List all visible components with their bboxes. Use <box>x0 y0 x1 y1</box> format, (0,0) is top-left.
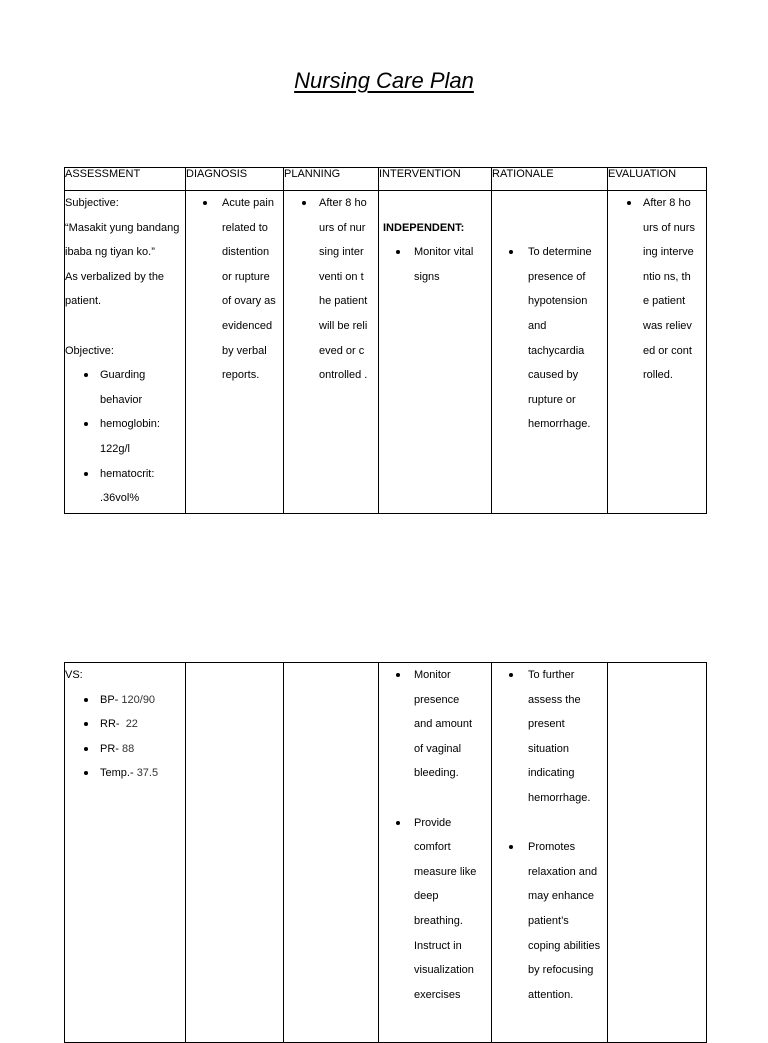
intervention-text: Monitor presence and amount of vaginal bleeding. <box>379 663 480 786</box>
header-assessment: ASSESSMENT <box>65 168 186 191</box>
subjective-line: patient. <box>65 295 102 308</box>
independent-heading: INDEPENDENT: <box>383 221 465 234</box>
rationale-text: Promotes relaxation and may enhance patient’s coping abilities by refocusing attention. <box>492 835 602 1007</box>
subjective-line: “Masakit yung bandang <box>65 221 180 234</box>
vs-label: VS: <box>65 669 83 681</box>
objective-item: hemoglobin: 122g/l <box>65 412 165 461</box>
vital-rr: RR- 22 <box>65 712 185 737</box>
subjective-line: ibaba ng tiyan ko.” <box>65 246 155 259</box>
objective-list <box>65 363 185 511</box>
table-row <box>65 663 707 1043</box>
vital-pr: PR- 88 <box>65 737 185 762</box>
rationale-text: To further assess the present situation indicating hemorrhage. <box>492 663 598 811</box>
header-diagnosis: DIAGNOSIS <box>186 168 284 191</box>
vital-bp: BP- 120/90 <box>65 688 185 713</box>
care-plan-table-continued <box>64 662 707 1043</box>
diagnosis-text: Acute pain related to distention or rupture of ovary as evidenced by verbal reports. <box>186 191 276 388</box>
rationale-text: To determine presence of hypotension and tachycardia caused by rupture or hemorrhage. <box>492 240 598 437</box>
care-plan-table <box>64 167 707 514</box>
header-evaluation: EVALUATION <box>608 168 707 191</box>
table-row <box>65 191 707 514</box>
rationale-cell <box>492 663 608 1043</box>
page-title: Nursing Care Plan <box>294 68 474 93</box>
objective-label: Objective: <box>65 344 114 357</box>
header-intervention: INTERVENTION <box>379 168 492 191</box>
subjective-label: Subjective: <box>65 197 119 209</box>
evaluation-cell <box>608 663 707 1043</box>
intervention-text: Provide comfort measure like deep breathing. Instruct in visualization exercises <box>379 811 478 1008</box>
header-rationale: RATIONALE <box>492 168 608 191</box>
assessment-cell <box>65 191 186 514</box>
rationale-cell <box>492 191 608 514</box>
evaluation-text: After 8 hours of nursing interventio ns, the patient was relieved or controlled. <box>608 191 695 388</box>
planning-cell <box>284 663 379 1043</box>
evaluation-cell <box>608 191 707 514</box>
diagnosis-cell <box>186 663 284 1043</box>
vitals-cell <box>65 663 186 1043</box>
intervention-cell <box>379 191 492 514</box>
header-planning: PLANNING <box>284 168 379 191</box>
vital-temp: Temp.- 37.5 <box>65 761 185 786</box>
vitals-list <box>65 688 185 786</box>
intervention-cell <box>379 663 492 1043</box>
objective-item: Guarding behavior <box>65 363 160 412</box>
diagnosis-cell <box>186 191 284 514</box>
subjective-line: As verbalized by the <box>65 270 165 283</box>
objective-item: hematocrit: .36vol% <box>65 462 162 511</box>
planning-cell <box>284 191 379 514</box>
planning-text: After 8 hours of nursing interventi on the patient will be relieved or controlled . <box>284 191 369 388</box>
header-row <box>65 168 707 191</box>
intervention-text: Monitor vital signs <box>379 240 478 289</box>
